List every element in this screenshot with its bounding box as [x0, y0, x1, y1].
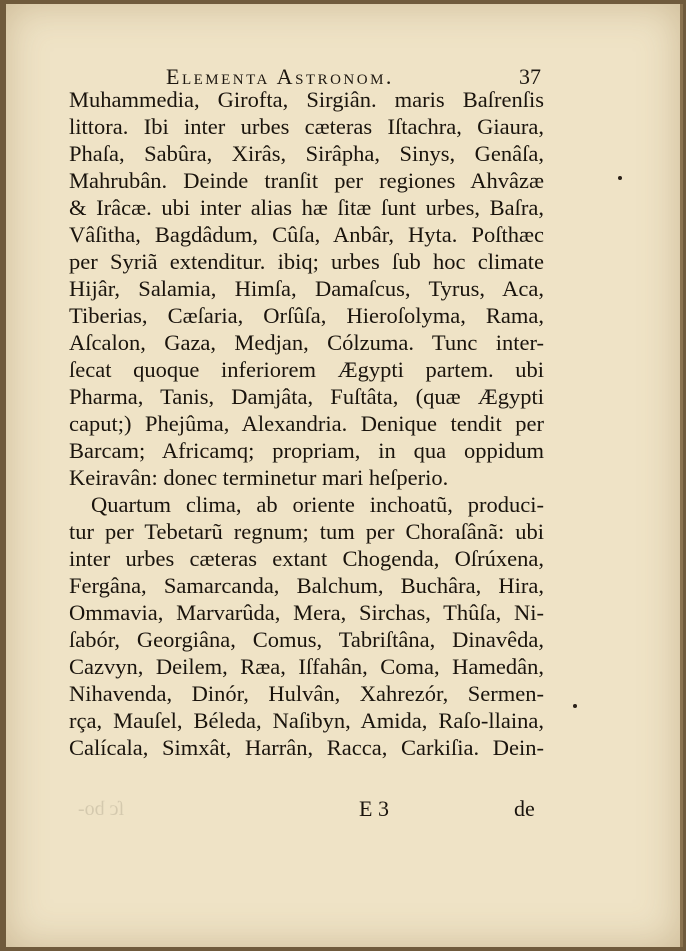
show-through-bleed: ſc bo-: [78, 798, 125, 820]
text-line: rça, Mauſel, Béleda, Naſibyn, Amida, Raſo-llaina,: [69, 708, 544, 733]
text-line: per Syriã extenditur. ibiq; urbes ſub hoc climate: [69, 249, 544, 274]
text-line: Calícala, Simxât, Harrân, Racca, Carkiſia. Dein-: [69, 735, 544, 760]
text-line: tur per Tebetarũ regnum; tum per Choraſânã: ubi: [69, 519, 544, 544]
paragraph-end-line: Keiravân: donec terminetur mari heſperio.: [69, 465, 449, 490]
text-line: Barcam; Africamq; propriam, in qua oppidum: [69, 438, 544, 463]
ink-speck: [573, 704, 577, 708]
ink-speck: [618, 176, 622, 180]
text-line: Mahrubân. Deinde tranſit per regiones Ahvâzæ: [69, 168, 544, 193]
text-line: Fergâna, Samarcanda, Balchum, Buchâra, Hira,: [69, 573, 544, 598]
catchword: de: [514, 796, 535, 821]
signature-mark: E 3: [359, 796, 389, 821]
body-text: [69, 86, 544, 761]
text-line: littora. Ibi inter urbes cæteras Iſtachra, Giaura,: [69, 114, 544, 139]
text-line: Pharma, Tanis, Damjâta, Fuſtâta, (quæ Ægypti: [69, 384, 544, 409]
text-line: ſecat quoque inferiorem Ægypti partem. ubi: [69, 357, 544, 382]
text-line: Hijâr, Salamia, Himſa, Damaſcus, Tyrus, Aca,: [69, 276, 544, 301]
paragraph-start-line: Quartum clima, ab oriente inchoatũ, produci-: [91, 492, 544, 517]
page-number: 37: [519, 64, 541, 89]
text-line: inter urbes cæteras extant Chogenda, Oſrúxena,: [69, 546, 544, 571]
running-title: Elementa Astronom.: [166, 64, 394, 89]
text-line: caput;) Phejûma, Alexandria. Denique tendit per: [69, 411, 544, 436]
text-line: Muhammedia, Girofta, Sirgiân. maris Baſrenſis: [69, 87, 544, 112]
book-page: [6, 4, 683, 947]
text-line: & Irâcæ. ubi inter alias hæ ſitæ ſunt urbes, Baſra,: [69, 195, 544, 220]
page-footer: [6, 796, 680, 824]
running-header: [6, 64, 680, 88]
text-line: Tiberias, Cæſaria, Orſûſa, Hieroſolyma, Rama,: [69, 303, 544, 328]
text-line: Aſcalon, Gaza, Medjan, Cólzuma. Tunc inter-: [69, 330, 544, 355]
text-line: Vâſitha, Bagdâdum, Cûſa, Anbâr, Hyta. Poſthæc: [69, 222, 544, 247]
text-line: ſabór, Georgiâna, Comus, Tabriſtâna, Dinavêda,: [69, 627, 544, 652]
text-line: Ommavia, Marvarûda, Mera, Sirchas, Thûſa, Ni-: [69, 600, 544, 625]
text-line: Phaſa, Sabûra, Xirâs, Sirâpha, Sinys, Genâſa,: [69, 141, 544, 166]
text-line: Cazvyn, Deilem, Ræa, Iſfahân, Coma, Hamedân,: [69, 654, 544, 679]
text-line: Nihavenda, Dinór, Hulvân, Xahrezór, Sermen-: [69, 681, 544, 706]
